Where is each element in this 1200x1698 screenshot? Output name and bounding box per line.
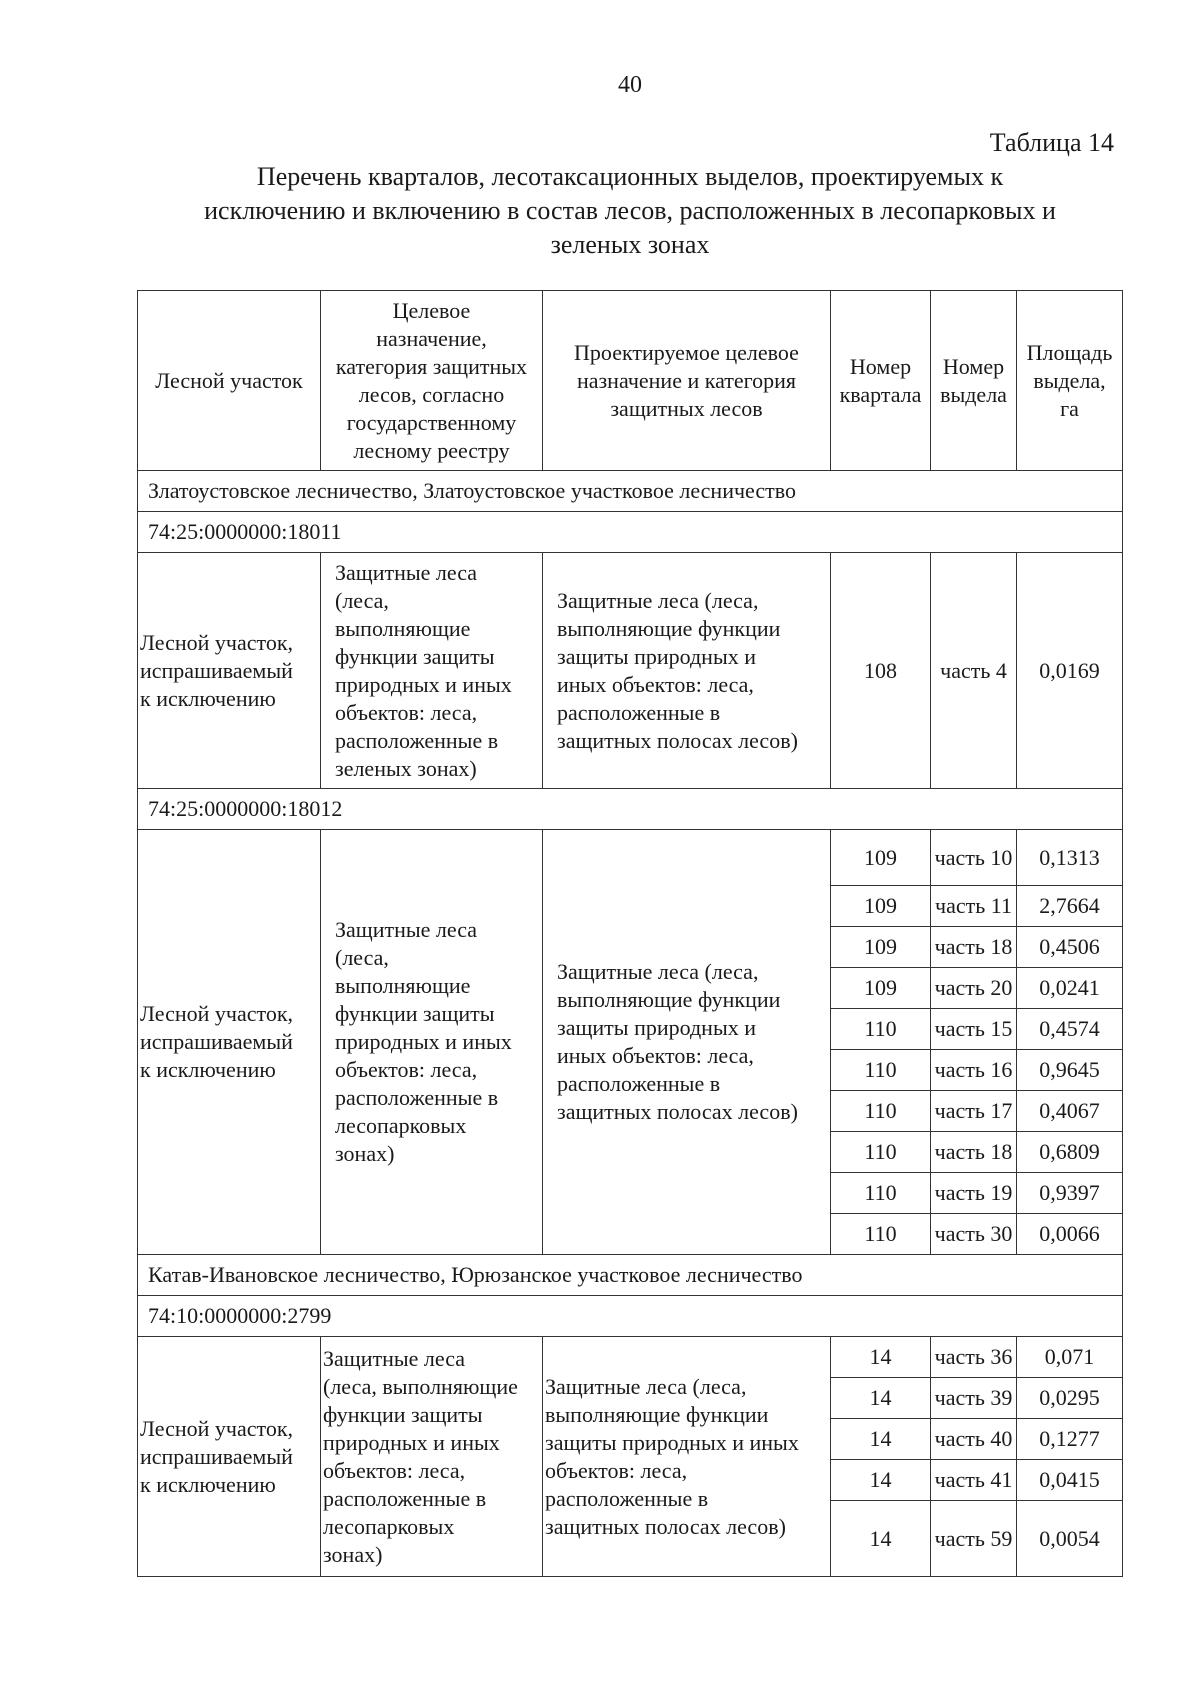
cell-line: функции защиты: [335, 1001, 495, 1026]
purpose-cell: [321, 553, 543, 789]
table-label: Таблица 14: [989, 128, 1114, 157]
forestry-name: Златоустовское лесничество, Златоустовское участковое лесничество: [138, 471, 1123, 512]
allotment-cell: часть 40: [931, 1419, 1017, 1460]
title-line: Перечень кварталов, лесотаксационных выделов, проектируемых к: [256, 162, 1004, 191]
cell-line: Защитные леса (леса,: [545, 1373, 747, 1399]
cell-line: к исключению: [140, 1057, 276, 1082]
area-cell: 0,0169: [1017, 553, 1123, 789]
cell-line: расположенные в: [545, 1485, 709, 1511]
area-cell: 0,0054: [1017, 1501, 1123, 1577]
table-row: [138, 553, 1123, 789]
allotment-cell: часть 11: [931, 886, 1017, 927]
quarter-cell: 14: [831, 1419, 931, 1460]
allotment-cell: часть 18: [931, 927, 1017, 968]
cell-line: Защитные леса (леса,: [557, 587, 759, 613]
cell-line: природных и иных: [323, 1429, 500, 1455]
header-purpose: [321, 291, 543, 471]
cell-line: зеленых зонах): [335, 755, 477, 781]
quarter-cell: 14: [831, 1460, 931, 1501]
allotments-table: [137, 290, 1123, 1577]
header-line: категория защитных: [335, 353, 528, 379]
cell-line: (леса, выполняющие: [323, 1373, 518, 1399]
cadastral-row: [138, 789, 1123, 830]
cell-line: Защитные леса: [323, 1345, 466, 1371]
projected-cell: [543, 553, 831, 789]
title-line: исключению и включению в состав лесов, расположенных в лесопарковых и: [204, 196, 1056, 225]
cell-line: объектов: леса,: [545, 1457, 688, 1483]
quarter-cell: 110: [831, 1214, 931, 1255]
allotment-cell: часть 10: [931, 830, 1017, 886]
allotment-cell: часть 19: [931, 1173, 1017, 1214]
cell-line: защиты природных и иных: [545, 1429, 799, 1455]
cell-line: природных и иных: [335, 671, 512, 697]
cell-line: защитных полосах лесов): [545, 1513, 786, 1539]
cell-line: выполняющие функции: [545, 1401, 769, 1427]
cell-line: выполняющие: [335, 973, 471, 998]
header-line: Целевое: [392, 297, 471, 323]
quarter-cell: 110: [831, 1091, 931, 1132]
cell-line: к исключению: [140, 685, 276, 711]
area-cell: 0,1277: [1017, 1419, 1123, 1460]
quarter-cell: 109: [831, 886, 931, 927]
header-line: выдела: [940, 381, 1007, 407]
cell-line: Защитные леса: [335, 559, 478, 585]
quarter-cell: 110: [831, 1132, 931, 1173]
cell-line: защитных полосах лесов): [557, 1099, 798, 1124]
cell-line: зонах): [335, 1141, 395, 1166]
cell-line: расположенные в: [557, 699, 721, 725]
area-cell: 0,4574: [1017, 1009, 1123, 1050]
allotment-cell: часть 16: [931, 1050, 1017, 1091]
quarter-cell: 108: [831, 553, 931, 789]
table-title: [140, 160, 1120, 262]
quarter-cell: 110: [831, 1050, 931, 1091]
projected-cell: [543, 830, 831, 1255]
cell-line: Лесной участок,: [140, 1415, 294, 1441]
cell-line: расположенные в: [335, 727, 499, 753]
area-cell: 0,0415: [1017, 1460, 1123, 1501]
cell-line: объектов: леса,: [323, 1457, 466, 1483]
plot-cell: [138, 830, 321, 1255]
header-area: [1017, 291, 1123, 471]
area-cell: 0,9397: [1017, 1173, 1123, 1214]
quarter-cell: 14: [831, 1501, 931, 1577]
cell-line: к исключению: [140, 1471, 276, 1497]
cadastral-number: 74:25:0000000:18012: [138, 789, 1123, 830]
forestry-row: [138, 471, 1123, 512]
cell-line: (леса,: [335, 945, 389, 970]
quarter-cell: 110: [831, 1173, 931, 1214]
quarter-cell: 109: [831, 927, 931, 968]
header-line: государственному: [346, 409, 517, 435]
allotment-cell: часть 39: [931, 1378, 1017, 1419]
cell-line: защитных полосах лесов): [557, 727, 798, 753]
cell-line: функции защиты: [335, 643, 495, 669]
cell-line: выполняющие функции: [557, 615, 781, 641]
area-cell: 0,9645: [1017, 1050, 1123, 1091]
cell-line: выполняющие: [335, 615, 471, 641]
cell-line: Лесной участок,: [140, 629, 294, 655]
header-line: квартала: [839, 381, 922, 407]
cell-line: объектов: леса,: [335, 699, 478, 725]
quarter-cell: 109: [831, 830, 931, 886]
cell-line: природных и иных: [335, 1029, 512, 1054]
quarter-cell: 109: [831, 968, 931, 1009]
header-line: Площадь: [1026, 339, 1113, 365]
allotment-cell: часть 4: [931, 553, 1017, 789]
header-line: Номер: [942, 353, 1005, 379]
header-quarter: [831, 291, 931, 471]
allotment-cell: часть 41: [931, 1460, 1017, 1501]
header-projected: [543, 291, 831, 471]
cell-line: защиты природных и: [557, 1015, 756, 1040]
purpose-cell: [321, 1337, 543, 1577]
header-line: защитных лесов: [610, 395, 763, 421]
area-cell: 0,0241: [1017, 968, 1123, 1009]
cell-line: выполняющие функции: [557, 987, 781, 1012]
allotment-cell: часть 18: [931, 1132, 1017, 1173]
table-row: [138, 1337, 1123, 1378]
cell-line: функции защиты: [323, 1401, 483, 1427]
header-line: назначение и категория: [576, 367, 797, 393]
allotment-cell: часть 20: [931, 968, 1017, 1009]
cell-line: испрашиваемый: [140, 1029, 293, 1054]
area-cell: 0,4506: [1017, 927, 1123, 968]
plot-cell: [138, 1337, 321, 1577]
purpose-cell: [321, 830, 543, 1255]
projected-cell: [543, 1337, 831, 1577]
cell-line: лесопарковых: [335, 1113, 467, 1138]
allotment-cell: часть 17: [931, 1091, 1017, 1132]
area-cell: 0,4067: [1017, 1091, 1123, 1132]
header-plot-text: Лесной участок: [155, 367, 303, 393]
header-line: Номер: [849, 353, 912, 379]
cell-line: Защитные леса (леса,: [557, 959, 759, 984]
cell-line: испрашиваемый: [140, 1443, 293, 1469]
cadastral-row: [138, 1296, 1123, 1337]
cell-line: иных объектов: леса,: [557, 671, 754, 697]
header-line: га: [1060, 395, 1079, 421]
header-line: лесному реестру: [353, 437, 510, 463]
quarter-cell: 14: [831, 1378, 931, 1419]
cell-line: зонах): [323, 1541, 383, 1567]
area-cell: 0,0066: [1017, 1214, 1123, 1255]
cadastral-number: 74:10:0000000:2799: [138, 1296, 1123, 1337]
area-cell: 0,6809: [1017, 1132, 1123, 1173]
area-cell: 0,071: [1017, 1337, 1123, 1378]
area-cell: 0,1313: [1017, 830, 1123, 886]
cadastral-number: 74:25:0000000:18011: [138, 512, 1123, 553]
quarter-cell: 14: [831, 1337, 931, 1378]
cell-line: расположенные в: [557, 1071, 721, 1096]
header-line: назначение,: [376, 325, 487, 351]
allotment-cell: часть 15: [931, 1009, 1017, 1050]
allotment-cell: часть 36: [931, 1337, 1017, 1378]
title-line: зеленых зонах: [550, 230, 710, 259]
quarter-cell: 110: [831, 1009, 931, 1050]
forestry-row: [138, 1255, 1123, 1296]
header-row: [138, 291, 1123, 471]
cell-line: объектов: леса,: [335, 1057, 478, 1082]
allotment-cell: часть 30: [931, 1214, 1017, 1255]
area-cell: 0,0295: [1017, 1378, 1123, 1419]
area-cell: 2,7664: [1017, 886, 1123, 927]
cell-line: расположенные в: [323, 1485, 487, 1511]
header-line: лесов, согласно: [358, 381, 505, 407]
header-line: Проектируемое целевое: [574, 339, 799, 365]
forestry-name: Катав-Ивановское лесничество, Юрюзанское участковое лесничество: [138, 1255, 1123, 1296]
cell-line: расположенные в: [335, 1085, 499, 1110]
table-row: [138, 830, 1123, 886]
cell-line: иных объектов: леса,: [557, 1043, 754, 1068]
cadastral-row: [138, 512, 1123, 553]
cell-line: лесопарковых: [323, 1513, 455, 1539]
cell-line: Лесной участок,: [140, 1001, 294, 1026]
header-allotment: [931, 291, 1017, 471]
page-number: 40: [618, 72, 642, 98]
cell-line: (леса,: [335, 587, 389, 613]
header-line: выдела,: [1033, 367, 1106, 393]
allotment-cell: часть 59: [931, 1501, 1017, 1577]
cell-line: Защитные леса: [335, 917, 478, 942]
cell-line: защиты природных и: [557, 643, 756, 669]
plot-cell: [138, 553, 321, 789]
header-plot: [138, 291, 321, 471]
cell-line: испрашиваемый: [140, 657, 293, 683]
